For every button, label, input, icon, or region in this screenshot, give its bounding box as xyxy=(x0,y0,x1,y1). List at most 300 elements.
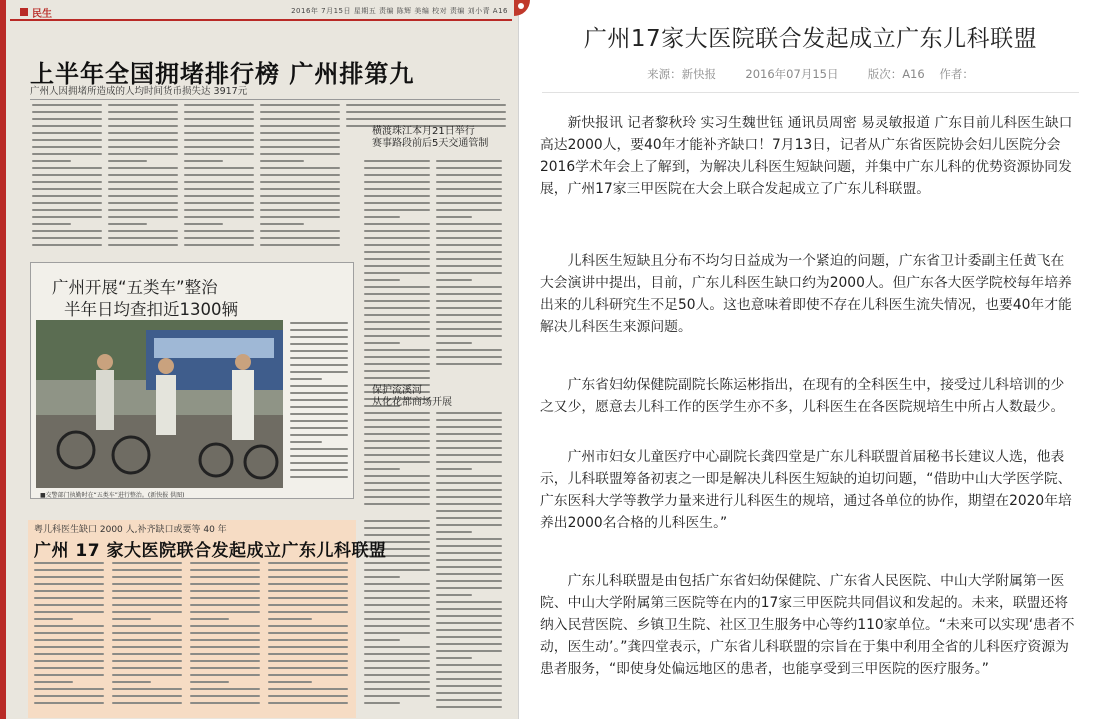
text-line xyxy=(184,195,254,197)
text-line xyxy=(364,202,430,204)
highlighted-article-title[interactable]: 广州 17 家大医院联合发起成立广东儿科联盟 xyxy=(34,541,387,561)
text-line xyxy=(112,681,151,683)
text-line xyxy=(32,216,102,218)
text-line xyxy=(108,139,178,141)
text-column xyxy=(34,562,104,712)
text-line xyxy=(436,706,502,708)
text-line xyxy=(364,426,430,428)
section-label: 民生 xyxy=(32,9,52,20)
text-line xyxy=(34,660,104,662)
text-line xyxy=(346,104,506,106)
text-line xyxy=(436,237,502,239)
photo-story-subtitle: 半年日均查扣近1300辆 xyxy=(64,300,238,319)
text-line xyxy=(436,314,502,316)
text-line xyxy=(436,545,502,547)
text-line xyxy=(260,167,340,169)
text-line xyxy=(108,195,178,197)
text-line xyxy=(436,342,472,344)
text-line xyxy=(260,244,340,246)
text-line xyxy=(290,364,348,366)
text-line xyxy=(112,618,151,620)
text-line xyxy=(190,590,260,592)
text-line xyxy=(364,181,430,183)
text-line xyxy=(436,209,502,211)
text-line xyxy=(184,181,254,183)
text-line xyxy=(32,237,102,239)
text-line xyxy=(346,111,506,113)
text-line xyxy=(364,195,430,197)
text-line xyxy=(436,433,502,435)
text-line xyxy=(364,223,430,225)
text-line xyxy=(34,618,73,620)
text-line xyxy=(268,597,348,599)
highlighted-article-kicker: 粤儿科医生缺口 2000 人,补齐缺口或要等 40 年 xyxy=(34,525,227,535)
text-line xyxy=(260,237,340,239)
text-line xyxy=(32,118,102,120)
text-line xyxy=(290,329,348,331)
text-line xyxy=(112,611,182,613)
text-line xyxy=(190,583,260,585)
text-line xyxy=(290,336,348,338)
text-line xyxy=(290,322,348,324)
text-line xyxy=(190,702,260,704)
text-line xyxy=(112,639,182,641)
text-line xyxy=(112,653,182,655)
text-column xyxy=(108,104,178,254)
newspaper-page-image xyxy=(0,0,519,719)
text-line xyxy=(290,406,348,408)
text-line xyxy=(260,153,340,155)
section-marker-icon xyxy=(20,8,28,16)
text-line xyxy=(184,209,254,211)
text-line xyxy=(436,230,502,232)
text-column xyxy=(32,104,102,254)
text-line xyxy=(268,590,348,592)
text-line xyxy=(260,216,340,218)
text-line xyxy=(190,632,260,634)
text-line xyxy=(364,216,400,218)
text-line xyxy=(260,160,304,162)
text-line xyxy=(290,441,322,443)
text-column xyxy=(190,562,260,712)
text-line xyxy=(268,695,348,697)
text-line xyxy=(364,433,430,435)
text-line xyxy=(190,562,260,564)
page-edge-bar xyxy=(0,0,6,719)
text-line xyxy=(268,639,348,641)
text-line xyxy=(436,419,502,421)
text-line xyxy=(436,594,472,596)
text-line xyxy=(32,223,71,225)
text-line xyxy=(32,146,102,148)
text-line xyxy=(364,468,400,470)
headline-rule xyxy=(30,99,500,100)
text-line xyxy=(364,363,430,365)
text-line xyxy=(268,646,348,648)
text-line xyxy=(364,527,430,529)
text-line xyxy=(108,118,178,120)
text-line xyxy=(260,139,340,141)
text-line xyxy=(268,660,348,662)
text-line xyxy=(436,335,502,337)
text-line xyxy=(436,475,502,477)
text-line xyxy=(184,160,223,162)
text-line xyxy=(34,702,104,704)
text-line xyxy=(190,604,260,606)
text-line xyxy=(108,104,178,106)
text-line xyxy=(112,702,182,704)
text-line xyxy=(190,597,260,599)
text-line xyxy=(32,202,102,204)
text-line xyxy=(436,503,502,505)
text-line xyxy=(34,695,104,697)
text-line xyxy=(32,104,102,106)
text-column xyxy=(184,104,254,254)
text-line xyxy=(112,562,182,564)
text-line xyxy=(260,223,304,225)
text-line xyxy=(364,604,430,606)
text-line xyxy=(364,370,430,372)
text-line xyxy=(32,230,102,232)
text-line xyxy=(364,639,400,641)
text-line xyxy=(260,111,340,113)
text-line xyxy=(268,611,348,613)
text-line xyxy=(364,503,430,505)
text-line xyxy=(436,657,472,659)
text-line xyxy=(108,125,178,127)
text-line xyxy=(364,681,430,683)
text-line xyxy=(32,160,71,162)
text-line xyxy=(364,562,430,564)
text-line xyxy=(364,702,400,704)
text-line xyxy=(364,335,430,337)
text-line xyxy=(436,300,502,302)
side-headline: 保护流溪河 从化花都商场开展 xyxy=(372,385,452,408)
text-column xyxy=(436,160,502,370)
text-line xyxy=(364,377,430,379)
text-line xyxy=(190,618,229,620)
newspaper-subheadline: 广州人因拥堵所造成的人均时间货币损失达 3917元 xyxy=(30,86,248,97)
text-line xyxy=(34,590,104,592)
text-line xyxy=(364,611,430,613)
text-line xyxy=(436,265,502,267)
text-line xyxy=(184,244,254,246)
text-line xyxy=(268,576,348,578)
text-line xyxy=(34,646,104,648)
text-line xyxy=(436,552,502,554)
text-line xyxy=(32,209,102,211)
text-column xyxy=(268,562,348,712)
text-line xyxy=(108,174,178,176)
text-line xyxy=(436,293,502,295)
text-line xyxy=(34,569,104,571)
text-line xyxy=(364,349,430,351)
text-line xyxy=(436,685,502,687)
text-line xyxy=(290,399,348,401)
text-line xyxy=(34,576,104,578)
text-line xyxy=(260,125,340,127)
text-line xyxy=(184,223,223,225)
text-line xyxy=(34,583,104,585)
text-line xyxy=(436,468,472,470)
text-line xyxy=(108,202,178,204)
text-line xyxy=(436,356,502,358)
text-line xyxy=(290,420,348,422)
text-line xyxy=(112,674,182,676)
text-line xyxy=(364,461,430,463)
text-line xyxy=(108,216,178,218)
text-line xyxy=(112,590,182,592)
text-line xyxy=(260,188,340,190)
page-dateline: 2016年 7月15日 星期五 责编 陈辉 美编 校对 责编 刘小青 A16 xyxy=(291,7,508,15)
text-line xyxy=(260,104,340,106)
text-line xyxy=(364,618,430,620)
text-line xyxy=(34,674,104,676)
text-line xyxy=(108,160,147,162)
text-line xyxy=(260,174,340,176)
text-line xyxy=(364,160,430,162)
article-meta: 来源：新快报 2016年07月15日 版次：A16 作者： xyxy=(647,67,974,81)
text-line xyxy=(436,286,502,288)
text-line xyxy=(184,188,254,190)
text-line xyxy=(190,660,260,662)
article-paragraph: 广东省妇幼保健院副院长陈运彬指出，在现有的全科医生中，接受过儿科培训的少之又少，愿意去儿科工作的医学生亦不多，儿科医生在各医院规培生中所占人数最少。 xyxy=(540,377,1065,415)
text-line xyxy=(260,132,340,134)
text-line xyxy=(34,611,104,613)
text-line xyxy=(364,597,430,599)
text-line xyxy=(184,104,254,106)
text-line xyxy=(268,604,348,606)
text-line xyxy=(190,625,260,627)
text-line xyxy=(436,496,502,498)
text-line xyxy=(190,695,260,697)
text-line xyxy=(290,385,348,387)
text-line xyxy=(260,202,340,204)
text-line xyxy=(364,188,430,190)
text-line xyxy=(112,667,182,669)
text-line xyxy=(112,597,182,599)
text-line xyxy=(32,167,102,169)
text-line xyxy=(112,688,182,690)
text-line xyxy=(364,520,430,522)
text-column xyxy=(364,160,430,510)
text-line xyxy=(436,517,502,519)
meta-divider xyxy=(542,92,1079,93)
text-line xyxy=(364,660,430,662)
text-line xyxy=(436,426,502,428)
text-line xyxy=(290,371,348,373)
text-line xyxy=(364,279,400,281)
text-line xyxy=(364,314,430,316)
text-line xyxy=(112,604,182,606)
text-line xyxy=(268,632,348,634)
text-line xyxy=(436,699,502,701)
text-line xyxy=(436,489,502,491)
text-column xyxy=(112,562,182,712)
text-line xyxy=(436,566,502,568)
text-line xyxy=(290,378,322,380)
text-line xyxy=(436,174,502,176)
text-column xyxy=(436,412,502,712)
text-line xyxy=(364,688,430,690)
text-line xyxy=(364,646,430,648)
text-line xyxy=(436,510,502,512)
text-line xyxy=(436,587,502,589)
text-line xyxy=(34,639,104,641)
text-line xyxy=(108,153,178,155)
text-line xyxy=(190,569,260,571)
text-line xyxy=(290,427,348,429)
text-line xyxy=(34,681,73,683)
text-line xyxy=(364,265,430,267)
text-line xyxy=(364,482,430,484)
text-line xyxy=(364,653,430,655)
text-line xyxy=(108,244,178,246)
text-line xyxy=(346,118,506,120)
text-line xyxy=(364,307,430,309)
text-line xyxy=(112,576,182,578)
text-line xyxy=(290,462,348,464)
text-line xyxy=(34,562,104,564)
text-line xyxy=(364,576,400,578)
text-line xyxy=(268,618,312,620)
text-line xyxy=(436,181,502,183)
text-line xyxy=(436,629,502,631)
text-line xyxy=(436,664,502,666)
text-line xyxy=(436,279,472,281)
text-line xyxy=(260,230,340,232)
text-line xyxy=(436,482,502,484)
text-line xyxy=(268,625,348,627)
text-line xyxy=(364,328,430,330)
text-line xyxy=(112,646,182,648)
text-line xyxy=(184,139,254,141)
text-line xyxy=(34,625,104,627)
text-line xyxy=(364,230,430,232)
text-line xyxy=(364,356,430,358)
text-line xyxy=(108,111,178,113)
text-line xyxy=(184,125,254,127)
text-line xyxy=(32,174,102,176)
text-line xyxy=(290,455,348,457)
text-line xyxy=(184,167,254,169)
page-masthead xyxy=(10,5,512,21)
text-line xyxy=(436,188,502,190)
text-line xyxy=(184,111,254,113)
text-line xyxy=(268,681,312,683)
text-line xyxy=(108,188,178,190)
article-paragraph: 广州市妇女儿童医疗中心副院长龚四堂是广东儿科联盟首届秘书长建议人选，他表示，儿科联盟筹备初衷之一即是解决儿科医生短缺的迫切问题，“借助中山大学医学院、广东医科大学等教学力量来进行儿科医生的规培，通过各单位的协作，期望在2020年培养出2000名合格的儿科医生。” xyxy=(540,449,1072,531)
text-line xyxy=(364,293,430,295)
text-line xyxy=(290,392,348,394)
text-line xyxy=(364,475,430,477)
text-line xyxy=(364,300,430,302)
text-line xyxy=(112,660,182,662)
text-line xyxy=(190,576,260,578)
text-line xyxy=(108,167,178,169)
text-line xyxy=(260,181,340,183)
text-line xyxy=(260,118,340,120)
text-line xyxy=(436,251,502,253)
text-line xyxy=(108,237,178,239)
photo-caption: ■交警部门执勤时在“五类车”进行整治。(新快报 供图) xyxy=(40,492,185,499)
text-line xyxy=(290,343,348,345)
text-line xyxy=(436,461,502,463)
text-line xyxy=(112,583,182,585)
text-line xyxy=(436,440,502,442)
text-line xyxy=(34,597,104,599)
text-line xyxy=(112,625,182,627)
text-line xyxy=(436,608,502,610)
text-line xyxy=(436,692,502,694)
text-line xyxy=(190,667,260,669)
text-line xyxy=(436,160,502,162)
text-line xyxy=(34,632,104,634)
text-line xyxy=(34,653,104,655)
text-line xyxy=(436,622,502,624)
text-line xyxy=(436,223,502,225)
text-line xyxy=(364,674,430,676)
text-line xyxy=(364,167,430,169)
text-line xyxy=(184,230,254,232)
text-line xyxy=(436,559,502,561)
text-line xyxy=(190,639,260,641)
text-line xyxy=(436,202,502,204)
text-column xyxy=(260,104,340,254)
text-line xyxy=(32,132,102,134)
photo-story-title: 广州开展“五类车”整治 xyxy=(52,278,218,297)
text-line xyxy=(190,688,260,690)
text-line xyxy=(364,342,400,344)
street-traffic-photo xyxy=(36,320,283,488)
text-line xyxy=(290,357,348,359)
text-line xyxy=(268,569,348,571)
text-line xyxy=(436,321,502,323)
text-line xyxy=(32,181,102,183)
text-line xyxy=(32,153,102,155)
text-line xyxy=(364,209,430,211)
text-line xyxy=(290,350,348,352)
text-line xyxy=(436,538,502,540)
text-line xyxy=(364,569,430,571)
text-line xyxy=(268,667,348,669)
text-line xyxy=(436,580,502,582)
text-line xyxy=(364,583,430,585)
text-line xyxy=(184,174,254,176)
text-line xyxy=(184,153,254,155)
article-panel xyxy=(520,0,1101,719)
text-line xyxy=(34,667,104,669)
text-line xyxy=(436,216,472,218)
text-line xyxy=(290,434,348,436)
text-line xyxy=(436,328,502,330)
newspaper-headline: 上半年全国拥堵排行榜 广州排第九 xyxy=(30,60,415,88)
text-line xyxy=(364,419,430,421)
text-line xyxy=(260,209,340,211)
text-line xyxy=(190,646,260,648)
text-line xyxy=(436,349,502,351)
text-line xyxy=(364,489,430,491)
text-line xyxy=(32,244,102,246)
text-line xyxy=(436,601,502,603)
text-line xyxy=(436,531,472,533)
text-line xyxy=(190,611,260,613)
text-line xyxy=(364,590,430,592)
text-line xyxy=(364,496,430,498)
text-line xyxy=(112,632,182,634)
text-column xyxy=(290,322,348,482)
text-line xyxy=(364,251,430,253)
